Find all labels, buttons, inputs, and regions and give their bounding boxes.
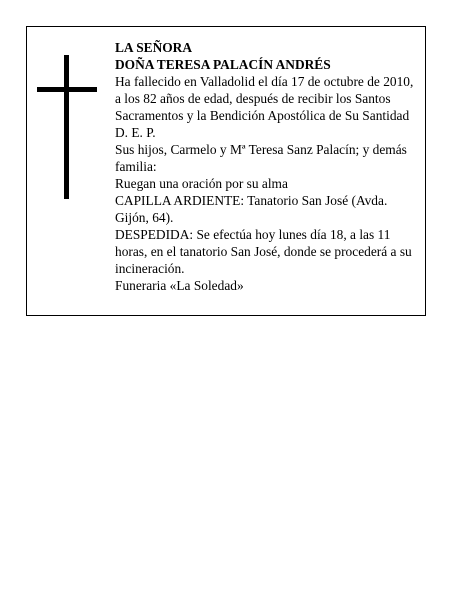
chapel-info: CAPILLA ARDIENTE: Tanatorio San José (Avda. Gijón, 64). bbox=[115, 193, 388, 225]
prayer-request: Ruegan una oración por su alma bbox=[115, 176, 288, 191]
notice-text-block bbox=[115, 39, 421, 294]
notice-title: LA SEÑORA bbox=[115, 40, 193, 55]
farewell-info: DESPEDIDA: Se efectúa hoy lunes día 18, a las 11 horas, en el tanatorio San José, donde se procederá a su incineración. bbox=[115, 227, 412, 276]
obituary-notice bbox=[26, 26, 426, 316]
death-announcement: Ha fallecido en Valladolid el día 17 de octubre de 2010, a los 82 años de edad, después de recibir los Santos Sacramentos y la Bendición Apostólica de Su Santidad D. E. P. bbox=[115, 74, 414, 140]
cross-horizontal-bar bbox=[37, 87, 97, 92]
deceased-name: DOÑA TERESA PALACÍN ANDRÉS bbox=[115, 57, 331, 72]
funeral-home: Funeraria «La Soledad» bbox=[115, 278, 244, 293]
cross-icon bbox=[37, 55, 97, 199]
cross-vertical-bar bbox=[64, 55, 69, 199]
family-line: Sus hijos, Carmelo y Mª Teresa Sanz Palacín; y demás familia: bbox=[115, 142, 407, 174]
